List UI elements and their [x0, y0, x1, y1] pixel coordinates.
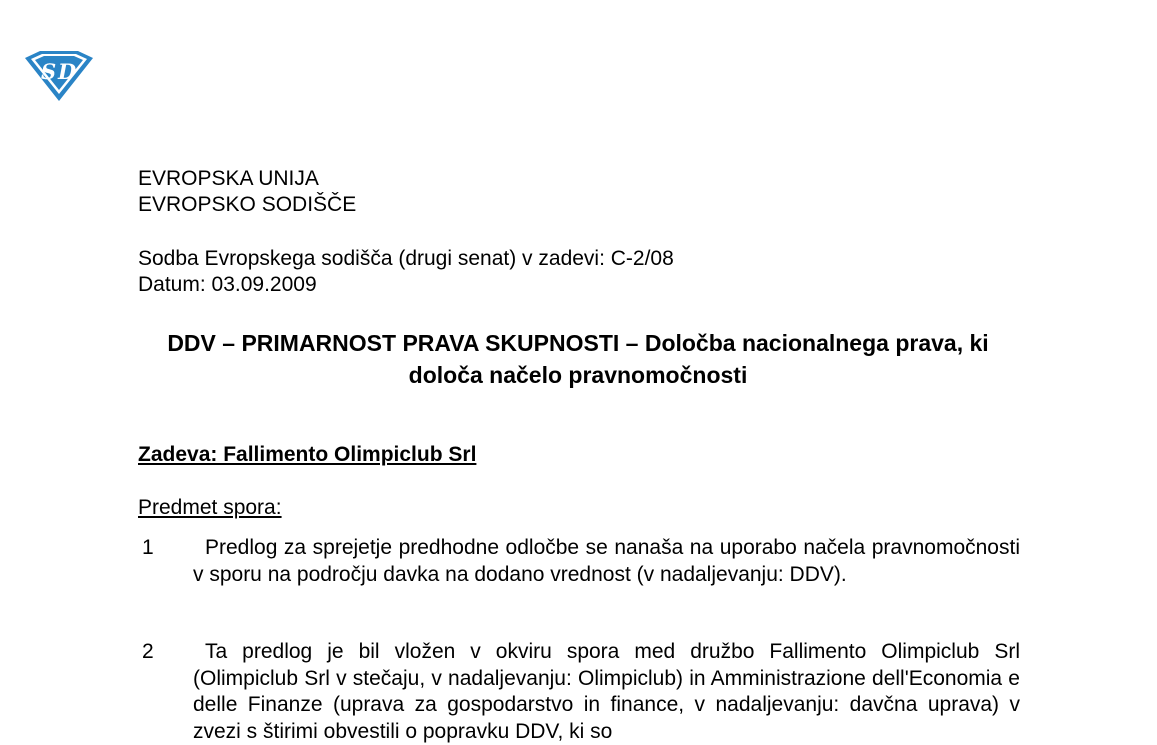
paragraph: [138, 639, 1020, 745]
svg-text:S: S: [41, 59, 57, 84]
paragraph-number: 2: [142, 640, 154, 663]
svg-text:D: D: [58, 59, 77, 84]
paragraph: [138, 535, 1020, 588]
case-subject: Zadeva: Fallimento Olimpiclub Srl: [138, 443, 477, 466]
document-title: DDV – PRIMARNOST PRAVA SKUPNOSTI – Določba nacionalnega prava, ki določa načelo pravnomočnosti: [167, 330, 989, 388]
paragraph-text: Ta predlog je bil vložen v okviru spora med družbo Fallimento Olimpiclub Srl (Olimpiclub Srl v stečaju, v nadaljevanju: Olimpiclub) in Amministrazione dell'Economia e delle Finanze (uprava za gospodarstvo in finance, v nadaljevanju: davčna uprava) v zvezi s štirimi obvestili o popravku DDV, ki so: [193, 640, 1020, 743]
header-eu: EVROPSKA UNIJA: [138, 167, 319, 190]
case-judgment: Sodba Evropskega sodišča (drugi senat) v zadevi: C-2/08: [138, 247, 674, 270]
case-date: Datum: 03.09.2009: [138, 273, 317, 296]
paragraph-number: 1: [142, 536, 154, 559]
dispute-topic: Predmet spora:: [138, 496, 282, 519]
court-logo-icon: [22, 48, 96, 104]
paragraph-text: Predlog za sprejetje predhodne odločbe se nanaša na uporabo načela pravnomočnosti v sporu na področju davka na dodano vrednost (v nadaljevanju: DDV).: [193, 536, 1020, 586]
header-court: EVROPSKO SODIŠČE: [138, 193, 357, 216]
